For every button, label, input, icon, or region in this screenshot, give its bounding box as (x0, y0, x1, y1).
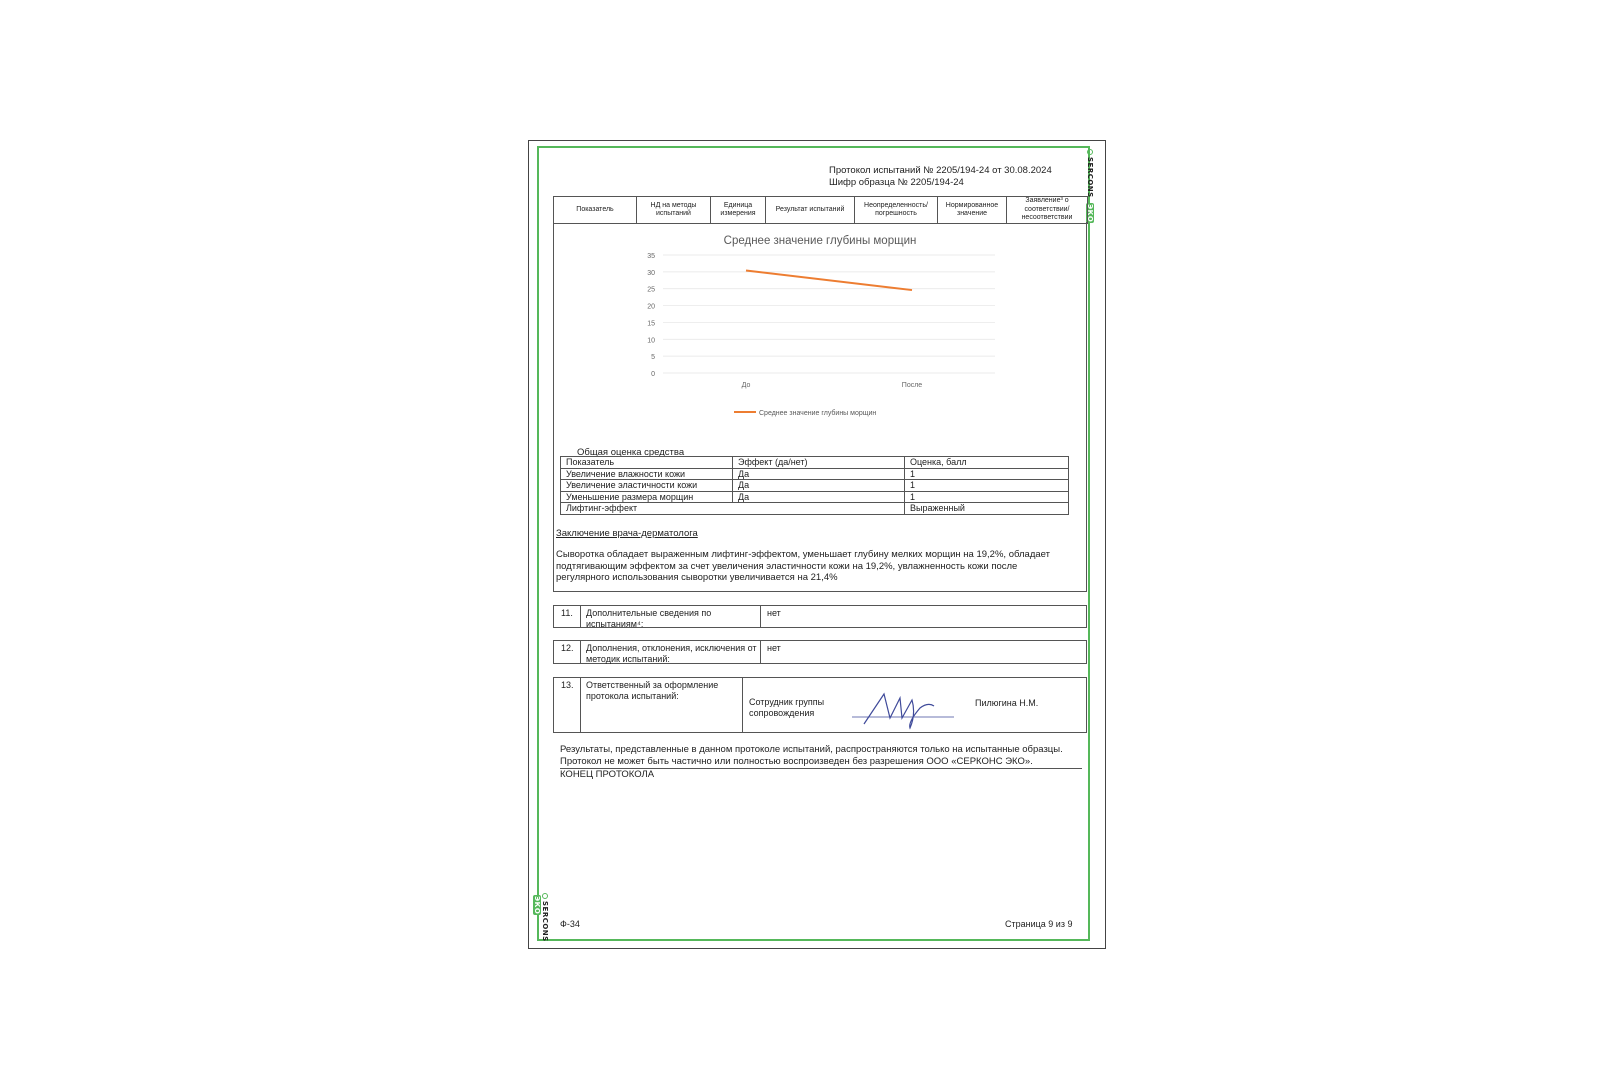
chart-title: Среднее значение глубины морщин (723, 235, 917, 247)
logo-ring-icon (542, 893, 548, 899)
disclaimer-line-2: Протокол не может быть частично или полностью воспроизведен без разрешения ООО «СЕРКОНС ЭКО». (560, 756, 1082, 769)
disclaimer-line-1: Результаты, представленные в данном протоколе испытаний, распространяются только на испытанные образцы. (560, 744, 1063, 755)
section-13 (553, 677, 1087, 733)
document-header (829, 165, 1052, 189)
table-header-cell: Показатель (561, 457, 733, 469)
signature-mark (850, 684, 958, 730)
column-header: Результат испытаний (766, 197, 855, 224)
section-label: Ответственный за оформление протокола испытаний: (581, 678, 743, 732)
responsible-name: Пилюгина Н.М. (975, 698, 1039, 708)
section-number: 13. (554, 678, 581, 732)
y-tick-label: 30 (647, 269, 655, 277)
table-row (561, 503, 1069, 515)
assessment-table (560, 456, 1069, 515)
y-tick-label: 35 (647, 253, 655, 260)
column-header: НД на методы испытаний (637, 197, 711, 224)
table-row (561, 468, 1069, 480)
wrinkle-depth-chart (640, 229, 1000, 433)
y-tick-label: 15 (647, 320, 655, 328)
x-tick-label: До (741, 382, 751, 389)
column-header: Неопределенность/ погрешность (855, 197, 938, 224)
table-cell: Увеличение влажности кожи (561, 468, 733, 480)
conclusion-title: Заключение врача-дерматолога (556, 528, 698, 539)
sercons-logo-top: SERCONS ЭКО (1086, 149, 1094, 223)
y-tick-label: 20 (647, 303, 655, 311)
column-header: Показатель (554, 197, 637, 224)
responsible-role: Сотрудник группы сопровождения (749, 697, 825, 718)
sample-code: Шифр образца № 2205/194-24 (829, 177, 964, 188)
table-row (561, 491, 1069, 503)
column-header: Нормированное значение (938, 197, 1007, 224)
section-value: нет (767, 643, 781, 653)
section-12 (553, 640, 1087, 664)
y-tick-label: 0 (651, 371, 655, 378)
table-header-row (561, 457, 1069, 469)
conclusion-text: Сыворотка обладает выраженным лифтинг-эффектом, уменьшает глубину мелких морщин на 19,2%, обладает подтягивающим эффектом за счет увеличения эластичности кожи на 19,2%, увлажненность кожи после регулярного использования сыворотки увеличивается на 21,4% (556, 549, 1050, 583)
section-label: Дополнения, отклонения, исключения от методик испытаний: (581, 641, 761, 663)
section-value: нет (767, 608, 781, 618)
table-cell: Выраженный (905, 503, 1069, 515)
assessment-title: Общая оценка средства (577, 447, 685, 458)
document-page (528, 140, 1106, 949)
section-number: 11. (554, 606, 581, 627)
section-number: 12. (554, 641, 581, 663)
table-cell: Лифтинг-эффект (561, 503, 905, 515)
y-tick-label: 10 (647, 337, 655, 345)
y-tick-label: 5 (651, 354, 655, 362)
y-tick-label: 25 (647, 286, 655, 294)
column-header: Единица измерения (711, 197, 766, 224)
table-cell: Уменьшение размера морщин (561, 491, 733, 503)
protocol-number: Протокол испытаний № 2205/194-24 от 30.08.2024 (829, 165, 1052, 176)
table-cell: Да (733, 491, 905, 503)
legend-label: Среднее значение глубины морщин (759, 410, 877, 417)
table-header-cell: Оценка, балл (905, 457, 1069, 469)
series-line (746, 271, 912, 291)
table-header-cell: Эффект (да/нет) (733, 457, 905, 469)
page-number: Страница 9 из 9 (1005, 919, 1073, 929)
table-cell: 1 (905, 491, 1069, 503)
form-number: Ф-34 (560, 919, 580, 929)
table-cell: Увеличение эластичности кожи (561, 480, 733, 492)
table-cell: Да (733, 480, 905, 492)
table-cell: 1 (905, 468, 1069, 480)
logo-ring-icon (1087, 149, 1093, 155)
column-header: Заявление³ о соответствии/ несоответствии (1007, 197, 1088, 224)
x-tick-label: После (901, 382, 923, 389)
table-row (561, 480, 1069, 492)
section-label: Дополнительные сведения по испытаниям⁴: (581, 606, 761, 627)
table-cell: 1 (905, 480, 1069, 492)
end-of-protocol: КОНЕЦ ПРОТОКОЛА (560, 769, 655, 780)
sercons-logo-bottom: SERCONS ЭКО (533, 893, 549, 948)
section-11 (553, 605, 1087, 628)
table-cell: Да (733, 468, 905, 480)
column-header-table (553, 196, 1088, 224)
